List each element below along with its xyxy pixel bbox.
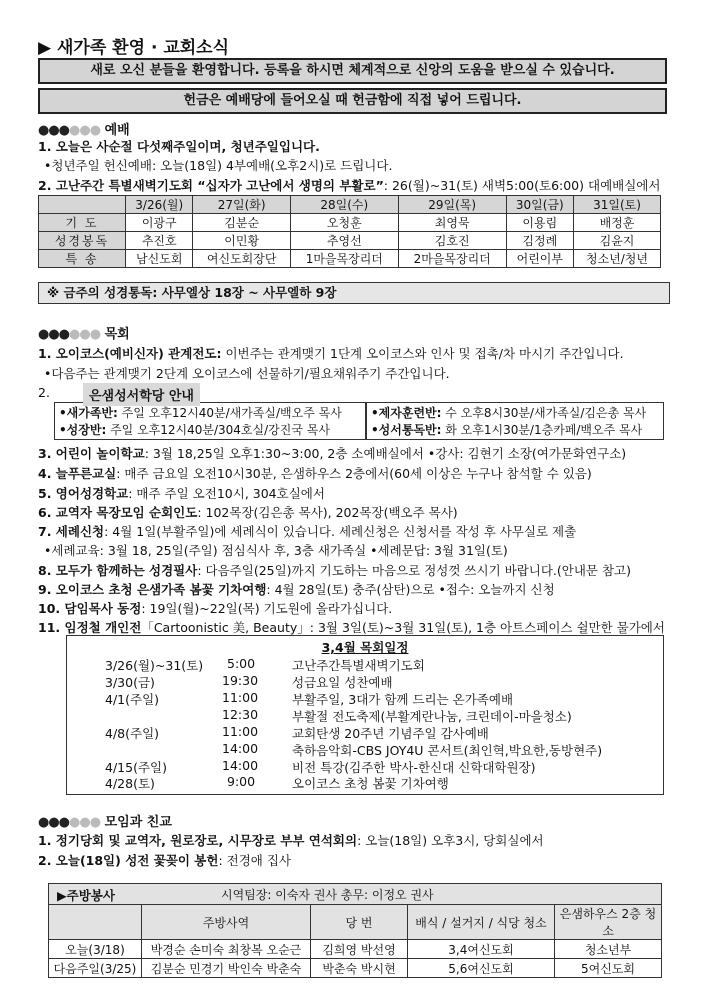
monthly-date: 4/28(토) <box>105 776 155 791</box>
ministry-item: 5. 영어성경학교: 매주 주일 오전10시, 304호실에서 <box>38 486 325 501</box>
schedule-corner <box>39 196 126 214</box>
monthly-time: 11:00 <box>222 724 259 739</box>
college-class: •성서통독반: 화 오후1시30분/1층카페/백오주 목사 <box>371 423 643 437</box>
college-class: •새가족반: 주일 오후12시40분/새가족실/백오주 목사 <box>59 406 342 420</box>
monthly-event: 교회탄생 20주년 기념주일 감사예배 <box>292 726 489 741</box>
bible-reading-box: ※ 금주의 성경통독: 사무엘상 18장 ~ 사무엘하 9장 <box>38 282 670 304</box>
monthly-event: 성금요일 성찬예배 <box>292 675 393 690</box>
monthly-schedule-box <box>66 635 664 795</box>
kitchen-leaders: 시역팀장: 이숙자 권사 총무: 이정오 권사 <box>221 888 434 902</box>
schedule-day: 28일(수) <box>290 196 398 214</box>
ministry-item-sub: •세례교육: 3월 18, 25일(주일) 점심식사 후, 3층 새가족실 •세례문답: 3월 31일(토) <box>44 543 508 558</box>
monthly-date: 4/8(주일) <box>105 726 160 741</box>
ministry-item: 10. 담임목사 동정: 19일(월)~22일(목) 기도원에 올라가십니다. <box>38 601 393 616</box>
schedule-day: 30일(금) <box>506 196 573 214</box>
monthly-event: 고난주간특별새벽기도회 <box>292 658 425 673</box>
kitchen-header <box>49 884 662 905</box>
monthly-date: 3/30(금) <box>105 675 155 690</box>
page-title: ▶ 새가족 환영 · 교회소식 <box>38 38 230 58</box>
worship-item-1: 1. 오늘은 사순절 다섯째주일이며, 청년주일입니다. <box>38 139 320 154</box>
schedule-day: 31일(토) <box>574 196 661 214</box>
bible-college-title: 은샘성서학당 안내 <box>83 383 200 406</box>
schedule-row: 특 송 남신도회 여신도회장단 1마을목장리더 2마을목장리더 어린이부 청소년/청년 <box>39 250 661 268</box>
divider <box>365 403 367 439</box>
kitchen-col-header: 주방사역 <box>142 905 311 940</box>
monthly-date: 4/15(주일) <box>105 760 167 775</box>
schedule-row: 성경봉독 추진호 이민황 추영선 김호진 김정례 김윤지 <box>39 232 661 250</box>
worship-item-2: 2. 고난주간 특별새벽기도회 “십자가 고난에서 생명의 부활로”: 26(월)~31(토) 새벽5:00(토6:00) 대예배실에서 <box>38 178 661 193</box>
section-worship: ●●●●●● 예배 <box>38 123 130 138</box>
fellowship-item-1: 1. 정기당회 및 교역자, 원로장로, 시무장로 부부 연석회의: 오늘(18일) 오후3시, 당회실에서 <box>38 833 544 848</box>
ministry-item: 9. 오이코스 초청 은샘가족 봄꽃 기차여행: 4월 28일(토) 충주(삼탄)으로 •접수: 오늘까지 신청 <box>38 582 555 597</box>
worship-item-1-sub: •청년주일 헌신예배: 오늘(18일) 4부예배(오후2시)로 드립니다. <box>44 158 393 173</box>
schedule-day: 29일(목) <box>398 196 506 214</box>
monthly-time: 14:00 <box>222 758 259 773</box>
bullet-dots-icon: ●●●●●● <box>38 123 101 138</box>
monthly-event: 비전 특강(김주한 박사-한신대 신학대학원장) <box>292 760 536 775</box>
dawn-prayer-schedule <box>38 195 661 268</box>
ministry-item-2-number: 2. <box>38 385 50 400</box>
monthly-time: 14:00 <box>222 741 259 756</box>
monthly-time: 12:30 <box>222 707 259 722</box>
ministry-item: 8. 모두가 함께하는 성경필사: 다음주일(25일)까지 기도하는 마음으로 정성껏 쓰시기 바랍니다.(안내문 참고) <box>38 563 631 578</box>
schedule-day: 3/26(월) <box>126 196 193 214</box>
monthly-time: 9:00 <box>227 774 256 789</box>
ministry-item: 11. 임정철 개인전「Cartoonistic 美, Beauty」: 3월 3일(토)~3월 31일(토), 1층 아트스페이스 쉴만한 물가에서 <box>38 620 665 635</box>
kitchen-col-header: 은샘하우스 2층 청소 <box>555 905 662 940</box>
monthly-event: 부활절 전도축제(부활계란나눔, 크린데이-마을청소) <box>292 709 572 724</box>
ministry-item: 7. 세례신청: 4월 1일(부활주일)에 세례식이 있습니다. 세례신청은 신청서를 작성 후 사무실로 제출 <box>38 524 577 539</box>
table-row: 다음주일(3/25) 김분순 민경기 박인숙 박춘숙 박춘숙 박시현 5,6여신도회 5여신도회 <box>49 959 662 978</box>
college-class: •제자훈련반: 수 오후8시30분/새가족실/김은총 목사 <box>371 406 647 420</box>
monthly-schedule-title: 3,4월 목회일정 <box>321 640 409 655</box>
kitchen-col-header: 배식 / 설거지 / 식당 청소 <box>408 905 555 940</box>
monthly-time: 11:00 <box>222 690 259 705</box>
bullet-dots-icon: ●●●●●● <box>38 327 101 342</box>
ministry-item: 3. 어린이 놀이학교: 3월 18,25일 오후1:30~3:00, 2층 소예배실에서 •강사: 김현기 소장(여가문화연구소) <box>38 446 627 461</box>
table-row: 오늘(3/18) 박경순 손미숙 최창복 오순근 김희영 박선영 3,4여신도회 청소년부 <box>49 940 662 959</box>
bullet-dots-icon: ●●●●●● <box>38 815 101 830</box>
schedule-day: 27일(화) <box>193 196 290 214</box>
monthly-event: 축하음악회-CBS JOY4U 콘서트(최인혁,박요한,동방현주) <box>292 743 603 758</box>
monthly-time: 5:00 <box>227 656 256 671</box>
kitchen-col-header: 당 번 <box>311 905 408 940</box>
kitchen-title: ▶주방봉사 <box>57 888 115 903</box>
kitchen-service-table <box>48 883 662 978</box>
monthly-time: 19:30 <box>222 673 259 688</box>
section-fellowship: ●●●●●● 모임과 친교 <box>38 815 172 830</box>
ministry-item-1-sub: •다음주는 관계맺기 2단계 오이코스에 선물하기/필요채워주기 주간입니다. <box>44 366 450 381</box>
monthly-event: 부활주일, 3대가 함께 드리는 온가족예배 <box>292 692 514 707</box>
offering-banner: 헌금은 예배당에 들어오실 때 헌금함에 직접 넣어 드립니다. <box>38 88 667 114</box>
ministry-item: 4. 늘푸른교실: 매주 금요일 오전10시30분, 은샘하우스 2층에서(60세 이상은 누구나 참석할 수 있음) <box>38 466 592 481</box>
monthly-event: 오이코스 초청 봄꽃 기차여행 <box>292 776 449 791</box>
monthly-date: 3/26(월)~31(토) <box>105 658 204 673</box>
college-class: •성장반: 주일 오후12시40분/304호실/강진국 목사 <box>59 423 330 437</box>
welcome-banner: 새로 오신 분들을 환영합니다. 등록을 하시면 체계적으로 신앙의 도움을 받으실 수 있습니다. <box>38 58 667 84</box>
section-ministry: ●●●●●● 목회 <box>38 327 130 342</box>
bible-college-box <box>54 389 664 440</box>
ministry-item: 6. 교역자 목장모임 순회인도: 102목장(김은총 목사), 202목장(백오주 목사) <box>38 505 458 520</box>
ministry-item-1: 1. 오이코스(예비신자) 관계전도: 이번주는 관계맺기 1단계 오이코스와 인사 및 접촉/차 마시기 주간입니다. <box>38 346 624 361</box>
schedule-row: 기 도 이광구 김분순 오청훈 최영묵 이용림 배정훈 <box>39 214 661 232</box>
fellowship-item-2: 2. 오늘(18일) 성전 꽃꽂이 봉헌: 전경애 집사 <box>38 853 291 868</box>
monthly-date: 4/1(주일) <box>105 692 160 707</box>
kitchen-col-header <box>49 905 142 940</box>
